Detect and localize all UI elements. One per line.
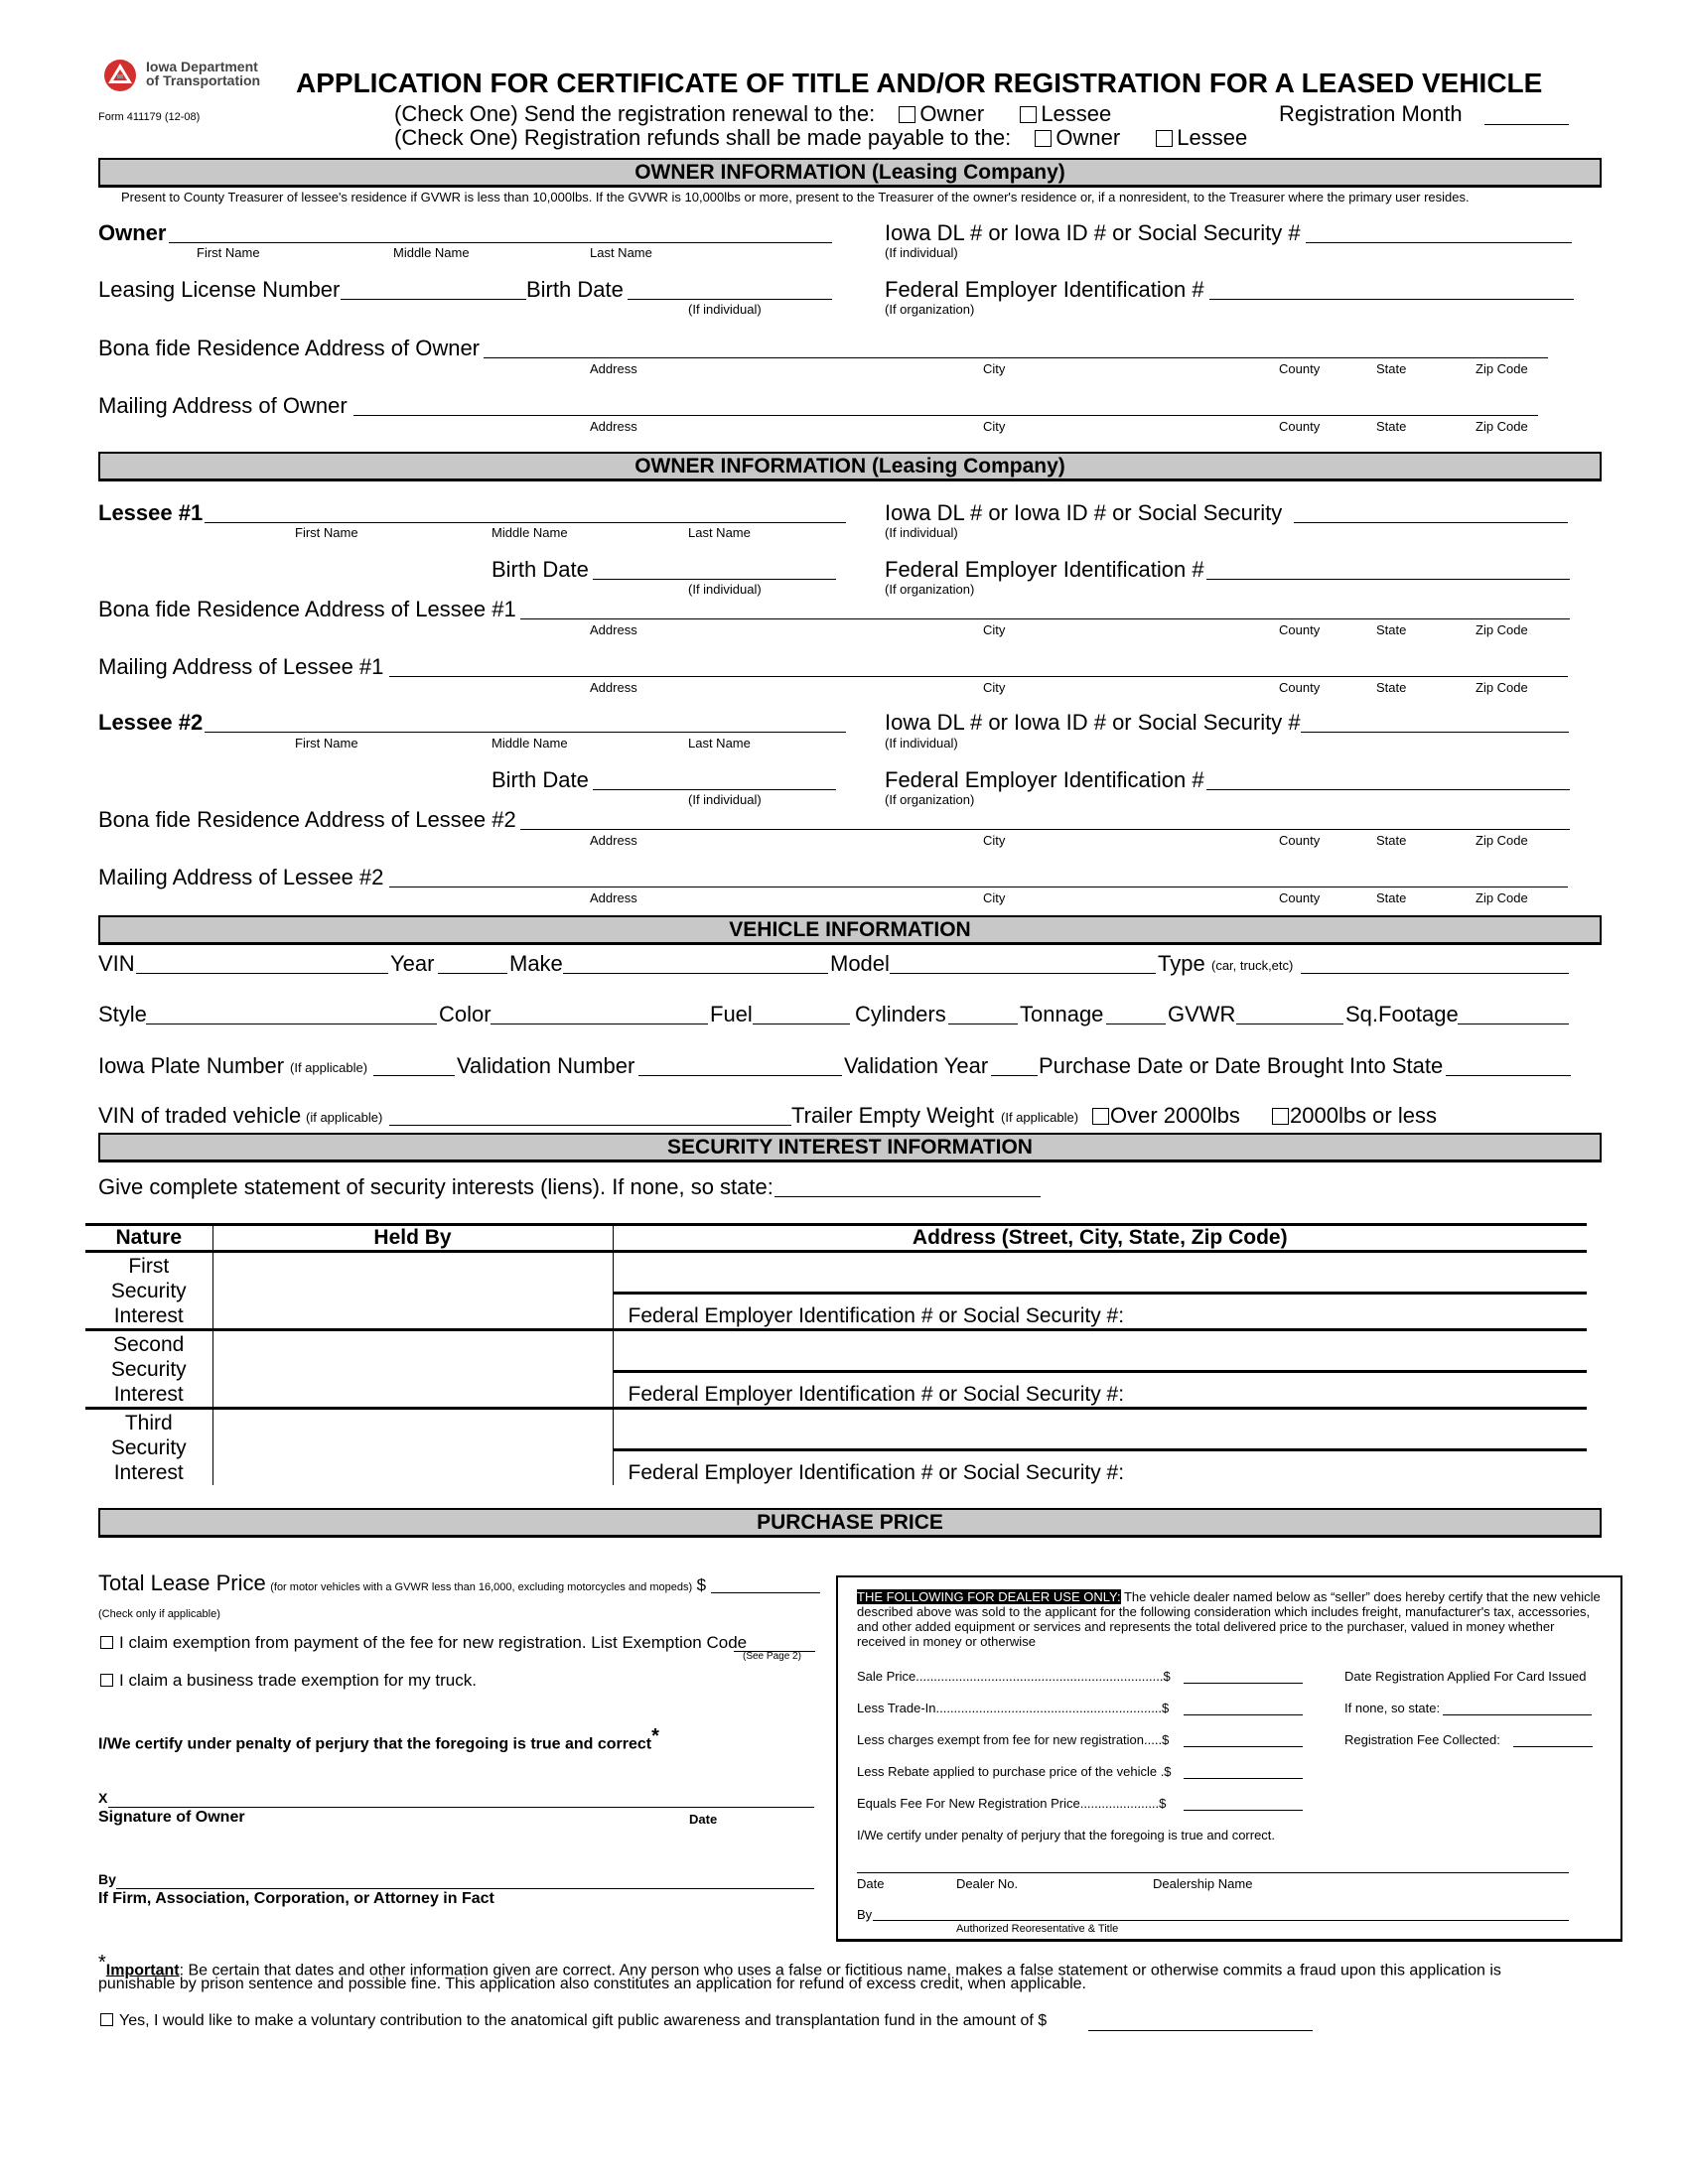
total-lease-hint: (for motor vehicles with a GVWR less than 16,000, excluding motorcycles and mopeds)	[270, 1581, 693, 1593]
leasing-license-label: Leasing License Number	[98, 277, 341, 302]
dealer-info-field[interactable]	[857, 1872, 1569, 1873]
dealer-intro-text: The vehicle dealer named below as “seller” does hereby certify that the new vehicle described above was sold to the applicant for the following consideration which includes freight, manufacturer's tax, accessories, and other added equipment or services and represents the total delivered price to the purchaser, valued in money whether received in money or otherwise	[857, 1589, 1601, 1649]
caption-middle-name: Middle Name	[492, 736, 568, 751]
owner-birth-date-label: Birth Date	[526, 277, 624, 302]
dealer-by-label: By	[857, 1907, 873, 1922]
firm-signature-field[interactable]	[116, 1888, 814, 1889]
owner-mailing-label: Mailing Address of Owner	[98, 393, 348, 418]
traded-vin-field[interactable]	[389, 1125, 791, 1126]
lessee1-residence-label: Bona fide Residence Address of Lessee #1	[98, 597, 516, 621]
color-label: Color	[439, 1002, 492, 1026]
less-charges-field[interactable]	[1184, 1746, 1303, 1747]
caption-city: City	[983, 419, 1006, 434]
leasing-license-field[interactable]	[341, 299, 526, 300]
reg-fee-field[interactable]	[1513, 1746, 1593, 1747]
equals-fee-label: Equals Fee For New Registration Price......................$	[857, 1796, 1167, 1811]
style-label: Style	[98, 1002, 147, 1026]
check-only-note: (Check only if applicable)	[98, 1608, 220, 1620]
total-lease-field[interactable]	[711, 1592, 820, 1593]
renewal-lessee-label: Lessee	[1041, 101, 1112, 126]
less-rebate-label: Less Rebate applied to purchase price of the vehicle .$	[857, 1764, 1172, 1779]
date-reg-label: Date Registration Applied For Card Issued	[1344, 1669, 1587, 1684]
caption-last-name: Last Name	[590, 245, 652, 260]
caption-first-name: First Name	[197, 245, 260, 260]
sig-x: X	[98, 1790, 108, 1806]
important-text-2: punishable by prison sentence and possible fine. This application also constitutes an application for refund of excess credit, when applicable.	[98, 1976, 1086, 1992]
lessee1-residence-field[interactable]	[520, 618, 1570, 619]
lessee1-birth-date-field[interactable]	[593, 579, 836, 580]
reg-fee-label: Registration Fee Collected:	[1344, 1732, 1500, 1747]
contribution-checkbox[interactable]	[100, 2013, 113, 2026]
if-none-field[interactable]	[1443, 1714, 1592, 1715]
caption-county: County	[1279, 833, 1321, 848]
lessee1-fein-label: Federal Employer Identification #	[885, 557, 1204, 582]
less-trade-in-field[interactable]	[1184, 1714, 1303, 1715]
caption-county: County	[1279, 361, 1321, 376]
exemption-claim-label: I claim exemption from payment of the fee for new registration. List Exemption Code	[119, 1633, 748, 1652]
important-text: : Be certain that dates and other information given are correct. Any person who uses a false or fictitious name, makes a false statement or otherwise commits a fraud upon this application is	[179, 1962, 1501, 1979]
lessee2-fein-label: Federal Employer Identification #	[885, 767, 1204, 792]
owner-fein-label: Federal Employer Identification #	[885, 277, 1204, 302]
caption-if-organization: (If organization)	[885, 792, 975, 807]
refund-question	[394, 125, 1247, 151]
over-2000-label: Over 2000lbs	[1110, 1103, 1240, 1128]
caption-zip: Zip Code	[1476, 833, 1528, 848]
dealer-intro	[857, 1589, 1607, 1649]
iowa-dot-emblem-icon	[98, 58, 148, 93]
dealer-rep-signature-field[interactable]	[873, 1920, 1569, 1921]
contribution-label: Yes, I would like to make a voluntary contribution to the anatomical gift public awareness and transplantation fund in the amount of $	[119, 2012, 1048, 2029]
address-field[interactable]	[614, 1331, 1588, 1373]
refund-owner-checkbox[interactable]	[1035, 130, 1052, 147]
model-label: Model	[830, 951, 890, 976]
traded-vin-label: VIN of traded vehicle	[98, 1103, 302, 1128]
caption-address: Address	[590, 833, 637, 848]
owner-residence-label: Bona fide Residence Address of Owner	[98, 336, 481, 360]
vehicle-section-header: VEHICLE INFORMATION	[98, 915, 1602, 945]
dealership-name-label: Dealership Name	[1153, 1876, 1253, 1891]
caption-county: County	[1279, 419, 1321, 434]
plate-field[interactable]	[373, 1075, 455, 1076]
owner-residence-field[interactable]	[484, 357, 1548, 358]
caption-state: State	[1376, 833, 1407, 848]
lessee2-residence-field[interactable]	[520, 829, 1570, 830]
under-2000-checkbox[interactable]	[1272, 1108, 1289, 1125]
lessee2-name-field[interactable]	[205, 732, 846, 733]
caption-address: Address	[590, 890, 637, 905]
owner-name-field[interactable]	[169, 242, 832, 243]
contribution-amount-field[interactable]	[1088, 2030, 1313, 2031]
held-by-cell[interactable]	[212, 1330, 613, 1409]
lessee2-birth-date-label: Birth Date	[492, 767, 589, 792]
caption-address: Address	[590, 361, 637, 376]
caption-state: State	[1376, 680, 1407, 695]
caption-first-name: First Name	[295, 736, 358, 751]
contribution-row	[100, 2012, 1047, 2030]
address-field[interactable]	[614, 1410, 1588, 1451]
renewal-owner-label: Owner	[919, 101, 985, 126]
traded-vin-hint: (if applicable)	[306, 1110, 383, 1125]
lessee-section-header: OWNER INFORMATION (Leasing Company)	[98, 452, 1602, 481]
caption-city: City	[983, 361, 1006, 376]
purchase-section-header: PURCHASE PRICE	[98, 1508, 1602, 1538]
lessee1-fein-field[interactable]	[1206, 579, 1570, 580]
caption-zip: Zip Code	[1476, 419, 1528, 434]
renewal-question	[394, 101, 1111, 127]
validation-number-label: Validation Number	[457, 1053, 635, 1078]
owner-id-label: Iowa DL # or Iowa ID # or Social Security #	[885, 220, 1301, 245]
lessee1-name-field[interactable]	[205, 522, 846, 523]
caption-zip: Zip Code	[1476, 622, 1528, 637]
signature-date-label: Date	[689, 1812, 718, 1827]
table-row	[85, 1409, 1587, 1486]
address-field[interactable]	[614, 1253, 1588, 1295]
lessee2-label: Lessee #2	[98, 710, 204, 735]
total-lease-label: Total Lease Price	[98, 1570, 266, 1595]
business-trade-row	[100, 1671, 477, 1691]
lessee2-fein-field[interactable]	[1206, 789, 1570, 790]
caption-last-name: Last Name	[688, 525, 751, 540]
owner-label: Owner	[98, 220, 167, 245]
firm-label: If Firm, Association, Corporation, or Attorney in Fact	[98, 1890, 494, 1907]
caption-state: State	[1376, 361, 1407, 376]
lessee1-mailing-label: Mailing Address of Lessee #1	[98, 654, 384, 679]
agency-name-line2: of Transportation	[146, 72, 261, 88]
sale-price-field[interactable]	[1184, 1683, 1303, 1684]
lessee2-id-label: Iowa DL # or Iowa ID # or Social Security #	[885, 710, 1301, 735]
fein-label[interactable]: Federal Employer Identification # or Social Security #:	[628, 1461, 1125, 1484]
caption-address: Address	[590, 622, 637, 637]
caption-city: City	[983, 833, 1006, 848]
form-number: Form 411179 (12-08)	[98, 111, 201, 123]
caption-middle-name: Middle Name	[393, 245, 470, 260]
caption-if-individual: (If individual)	[885, 736, 958, 751]
table-header-row	[85, 1225, 1587, 1252]
caption-county: County	[1279, 622, 1321, 637]
caption-middle-name: Middle Name	[492, 525, 568, 540]
iowa-dot-logo	[98, 58, 261, 98]
year-label: Year	[390, 951, 435, 976]
col-address: Address (Street, City, State, Zip Code)	[912, 1226, 1288, 1249]
sq-footage-label: Sq.Footage	[1345, 1002, 1459, 1026]
dollar-sign: $	[696, 1575, 707, 1594]
table-row	[85, 1330, 1587, 1409]
caption-state: State	[1376, 890, 1407, 905]
page-title: APPLICATION FOR CERTIFICATE OF TITLE AND/OR REGISTRATION FOR A LEASED VEHICLE	[296, 68, 1543, 98]
registration-month-label: Registration Month	[1279, 101, 1463, 126]
caption-if-individual: (If individual)	[688, 582, 762, 597]
lessee2-id-field[interactable]	[1301, 732, 1569, 733]
lessee2-mailing-label: Mailing Address of Lessee #2	[98, 865, 384, 889]
lessee1-id-field[interactable]	[1294, 522, 1568, 523]
caption-first-name: First Name	[295, 525, 358, 540]
dealer-use-box	[836, 1575, 1622, 1942]
caption-city: City	[983, 622, 1006, 637]
refund-owner-label: Owner	[1055, 125, 1121, 150]
nature-cell: Third Security Interest	[85, 1409, 212, 1486]
important-label: Important	[105, 1962, 180, 1979]
over-2000-checkbox[interactable]	[1092, 1108, 1109, 1125]
tonnage-label: Tonnage	[1020, 1002, 1104, 1026]
caption-county: County	[1279, 890, 1321, 905]
caption-city: City	[983, 680, 1006, 695]
renewal-owner-checkbox[interactable]	[899, 106, 915, 123]
security-section-header: SECURITY INTEREST INFORMATION	[98, 1133, 1602, 1162]
caption-if-individual: (If individual)	[885, 245, 958, 260]
if-none-label: If none, so state:	[1344, 1701, 1441, 1715]
validation-number-field[interactable]	[638, 1075, 842, 1076]
registration-month-field[interactable]	[1484, 124, 1569, 125]
owner-section-header: OWNER INFORMATION (Leasing Company)	[98, 158, 1602, 188]
caption-if-individual: (If individual)	[688, 792, 762, 807]
caption-if-individual: (If individual)	[688, 302, 762, 317]
table-row	[85, 1252, 1587, 1330]
held-by-cell[interactable]	[212, 1252, 613, 1330]
cylinders-label: Cylinders	[855, 1002, 946, 1026]
year-field[interactable]	[438, 973, 507, 974]
owner-certify: I/We certify under penalty of perjury that the foregoing is true and correct*	[98, 1725, 659, 1753]
caption-zip: Zip Code	[1476, 680, 1528, 695]
refund-lessee-label: Lessee	[1177, 125, 1248, 150]
validation-year-field[interactable]	[991, 1075, 1038, 1076]
caption-if-organization: (If organization)	[885, 302, 975, 317]
less-trade-in-label: Less Trade-In...............................................................$	[857, 1701, 1170, 1715]
trailer-weight-label: Trailer Empty Weight	[791, 1103, 995, 1128]
purchase-date-field[interactable]	[1446, 1075, 1571, 1076]
nature-cell: Second Security Interest	[85, 1330, 212, 1409]
caption-county: County	[1279, 680, 1321, 695]
caption-city: City	[983, 890, 1006, 905]
exemption-claim-checkbox[interactable]	[100, 1636, 113, 1649]
sale-price-label: Sale Price.....................................................................$	[857, 1669, 1171, 1684]
gvwr-label: GVWR	[1168, 1002, 1236, 1026]
owner-notice: Present to County Treasurer of lessee's residence if GVWR is less than 10,000lbs. If the GVWR is 10,000lbs or more, present to the Treasurer of the owner's residence or, if a nonresident, to the Treasurer where the primary user resides.	[121, 190, 1470, 205]
see-page-2: (See Page 2)	[743, 1651, 801, 1662]
security-statement-field[interactable]	[774, 1196, 1041, 1197]
col-held-by: Held By	[212, 1225, 613, 1252]
fein-label[interactable]: Federal Employer Identification # or Social Security #:	[628, 1304, 1125, 1327]
type-hint: (car, truck,etc)	[1211, 958, 1294, 973]
agency-name-line1: Iowa Department	[146, 59, 258, 74]
trailer-weight-hint: (If applicable)	[1001, 1110, 1079, 1125]
caption-zip: Zip Code	[1476, 361, 1528, 376]
owner-birth-date-field[interactable]	[628, 299, 832, 300]
dealer-no-label: Dealer No.	[956, 1876, 1019, 1891]
business-trade-label: I claim a business trade exemption for my truck.	[119, 1671, 477, 1690]
refund-prefix: (Check One) Registration refunds shall be made payable to the:	[394, 125, 1012, 150]
signature-owner-label: Signature of Owner	[98, 1809, 245, 1826]
validation-year-label: Validation Year	[844, 1053, 989, 1078]
refund-lessee-checkbox[interactable]	[1156, 130, 1173, 147]
renewal-prefix: (Check One) Send the registration renewal to the:	[394, 101, 876, 126]
registration-month	[1279, 101, 1463, 127]
dealer-date-label: Date	[857, 1876, 885, 1891]
held-by-cell[interactable]	[212, 1409, 613, 1486]
fuel-label: Fuel	[710, 1002, 753, 1026]
nature-cell: First Security Interest	[85, 1252, 212, 1330]
model-field[interactable]	[890, 973, 1156, 974]
dealer-use-only-label: THE FOLLOWING FOR DEALER USE ONLY:	[857, 1589, 1121, 1604]
less-charges-label: Less charges exempt from fee for new registration.....$	[857, 1732, 1170, 1747]
fein-label[interactable]: Federal Employer Identification # or Social Security #:	[628, 1383, 1125, 1406]
less-rebate-field[interactable]	[1184, 1778, 1303, 1779]
caption-address: Address	[590, 419, 637, 434]
caption-last-name: Last Name	[688, 736, 751, 751]
lessee2-residence-label: Bona fide Residence Address of Lessee #2	[98, 807, 516, 832]
dealer-certify: I/We certify under penalty of perjury that the foregoing is true and correct.	[857, 1828, 1276, 1843]
owner-fein-field[interactable]	[1209, 299, 1574, 300]
owner-certify-text: I/We certify under penalty of perjury that the foregoing is true and correct	[98, 1735, 652, 1753]
lessee2-birth-date-field[interactable]	[593, 789, 836, 790]
vin-label: VIN	[98, 951, 135, 976]
total-lease-row	[98, 1570, 706, 1596]
caption-if-individual: (If individual)	[885, 525, 958, 540]
caption-zip: Zip Code	[1476, 890, 1528, 905]
by-label: By	[98, 1871, 116, 1887]
under-2000-label: 2000lbs or less	[1290, 1103, 1437, 1128]
type-label: Type	[1158, 951, 1205, 976]
make-label: Make	[509, 951, 563, 976]
exemption-claim-row	[100, 1633, 747, 1653]
caption-state: State	[1376, 622, 1407, 637]
lessee1-id-label: Iowa DL # or Iowa ID # or Social Security	[885, 500, 1283, 525]
caption-if-organization: (If organization)	[885, 582, 975, 597]
owner-id-field[interactable]	[1306, 242, 1572, 243]
plate-hint: (If applicable)	[290, 1060, 368, 1075]
auth-rep-label: Authorized Reoresentative & Title	[956, 1923, 1119, 1935]
important-notice: *Important: Be certain that dates and other information given are correct. Any person who uses a false or fictitious name, makes a false statement or otherwise commits a fraud upon this application is	[98, 1952, 1501, 1979]
lessee1-label: Lessee #1	[98, 500, 204, 525]
equals-fee-field[interactable]	[1184, 1810, 1303, 1811]
owner-mailing-field[interactable]	[353, 415, 1538, 416]
lessee1-birth-date-label: Birth Date	[492, 557, 589, 582]
plate-label: Iowa Plate Number	[98, 1053, 285, 1078]
security-interest-table	[85, 1223, 1587, 1485]
security-statement-label: Give complete statement of security interests (liens). If none, so state:	[98, 1174, 774, 1199]
type-field[interactable]	[1301, 973, 1569, 974]
owner-signature-field[interactable]	[108, 1807, 814, 1808]
caption-state: State	[1376, 419, 1407, 434]
col-nature: Nature	[85, 1225, 212, 1252]
renewal-lessee-checkbox[interactable]	[1020, 106, 1037, 123]
caption-address: Address	[590, 680, 637, 695]
vin-field[interactable]	[136, 973, 388, 974]
make-field[interactable]	[563, 973, 828, 974]
business-trade-checkbox[interactable]	[100, 1674, 113, 1687]
lessee1-mailing-field[interactable]	[389, 676, 1568, 677]
purchase-date-label: Purchase Date or Date Brought Into State	[1039, 1053, 1444, 1078]
